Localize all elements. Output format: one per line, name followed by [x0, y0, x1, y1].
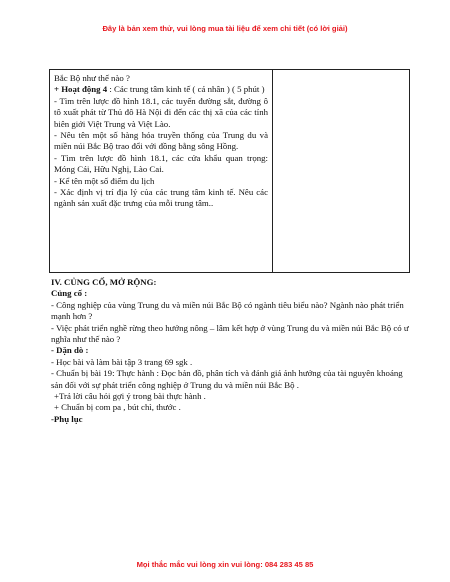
section-heading: IV. CỦNG CỐ, MỞ RỘNG: — [51, 277, 157, 287]
table-column-divider — [272, 70, 273, 272]
phu-luc-label: -Phụ lục — [51, 413, 83, 424]
preview-notice: Đây là bản xem thử, vui lòng mua tài liệu để xem chi tiết (có lời giải) — [102, 24, 348, 33]
table-line: - Tìm trên lược đồ hình 18.1, các cửa khẩu quan trọng: Móng Cái, Hữu Nghị, Lào Cai. — [54, 152, 268, 175]
dan-do-title: - Dặn dò : — [51, 345, 89, 356]
lesson-table — [49, 69, 410, 273]
consolidation-section — [51, 277, 411, 425]
cung-co-title: Củng cố : — [51, 288, 88, 299]
activity-cell — [54, 73, 268, 210]
activity-4-heading: + Hoạt động 4 : Các trung tâm kinh tế ( cá nhân ) ( 5 phút ) — [54, 84, 265, 95]
table-line: - Tìm trên lược đồ hình 18.1, các tuyến đường sắt, đường ô tô xuất phát từ Thủ đô Hà Nội đi đến các thị xã của các tỉnh biên giới Việt Trung và Việt Lào. — [54, 95, 268, 129]
table-line: - Nêu tên một số hàng hóa truyền thống của Trung du và miền núi Bắc Bộ trao đổi với đồng bằng sông Hồng. — [54, 130, 268, 152]
dan-do-item: - Chuẩn bị bài 19: Thực hành : Đọc bản đồ, phân tích và đánh giá ảnh hưởng của tài nguyên khoáng sản đối với sự phát triển công nghiệp ở Trung du và miền núi Bắc Bộ . — [51, 368, 403, 390]
table-line: - Xác định vị trí địa lý của các trung tâm kinh tế. Nêu các ngành sản xuất đặc trưng của mỗi trung tâm.. — [54, 187, 268, 209]
dan-do-item: +Trả lời câu hỏi gợi ý trong bài thực hành . — [54, 391, 206, 402]
table-line: Bắc Bộ như thế nào ? — [54, 73, 130, 83]
dan-do-item: + Chuẩn bị com pa , bút chì, thước . — [54, 402, 181, 413]
contact-notice: Mọi thắc mắc vui lòng xin vui lòng: 084 283 45 85 — [136, 560, 314, 569]
cung-co-item: - Công nghiệp của vùng Trung du và miền núi Bắc Bộ có ngành tiêu biểu nào? Ngành nào phát triển mạnh hơn ? — [51, 299, 404, 322]
table-line: - Kể tên một số điểm du lịch — [54, 175, 155, 186]
cung-co-item: - Việc phát triển nghề rừng theo hướng nông – lâm kết hợp ở vùng Trung du và miền núi Bắc Bộ có ư nghĩa như thế nào ? — [51, 322, 409, 345]
dan-do-item: - Học bài và làm bài tập 3 trang 69 sgk . — [51, 356, 193, 367]
